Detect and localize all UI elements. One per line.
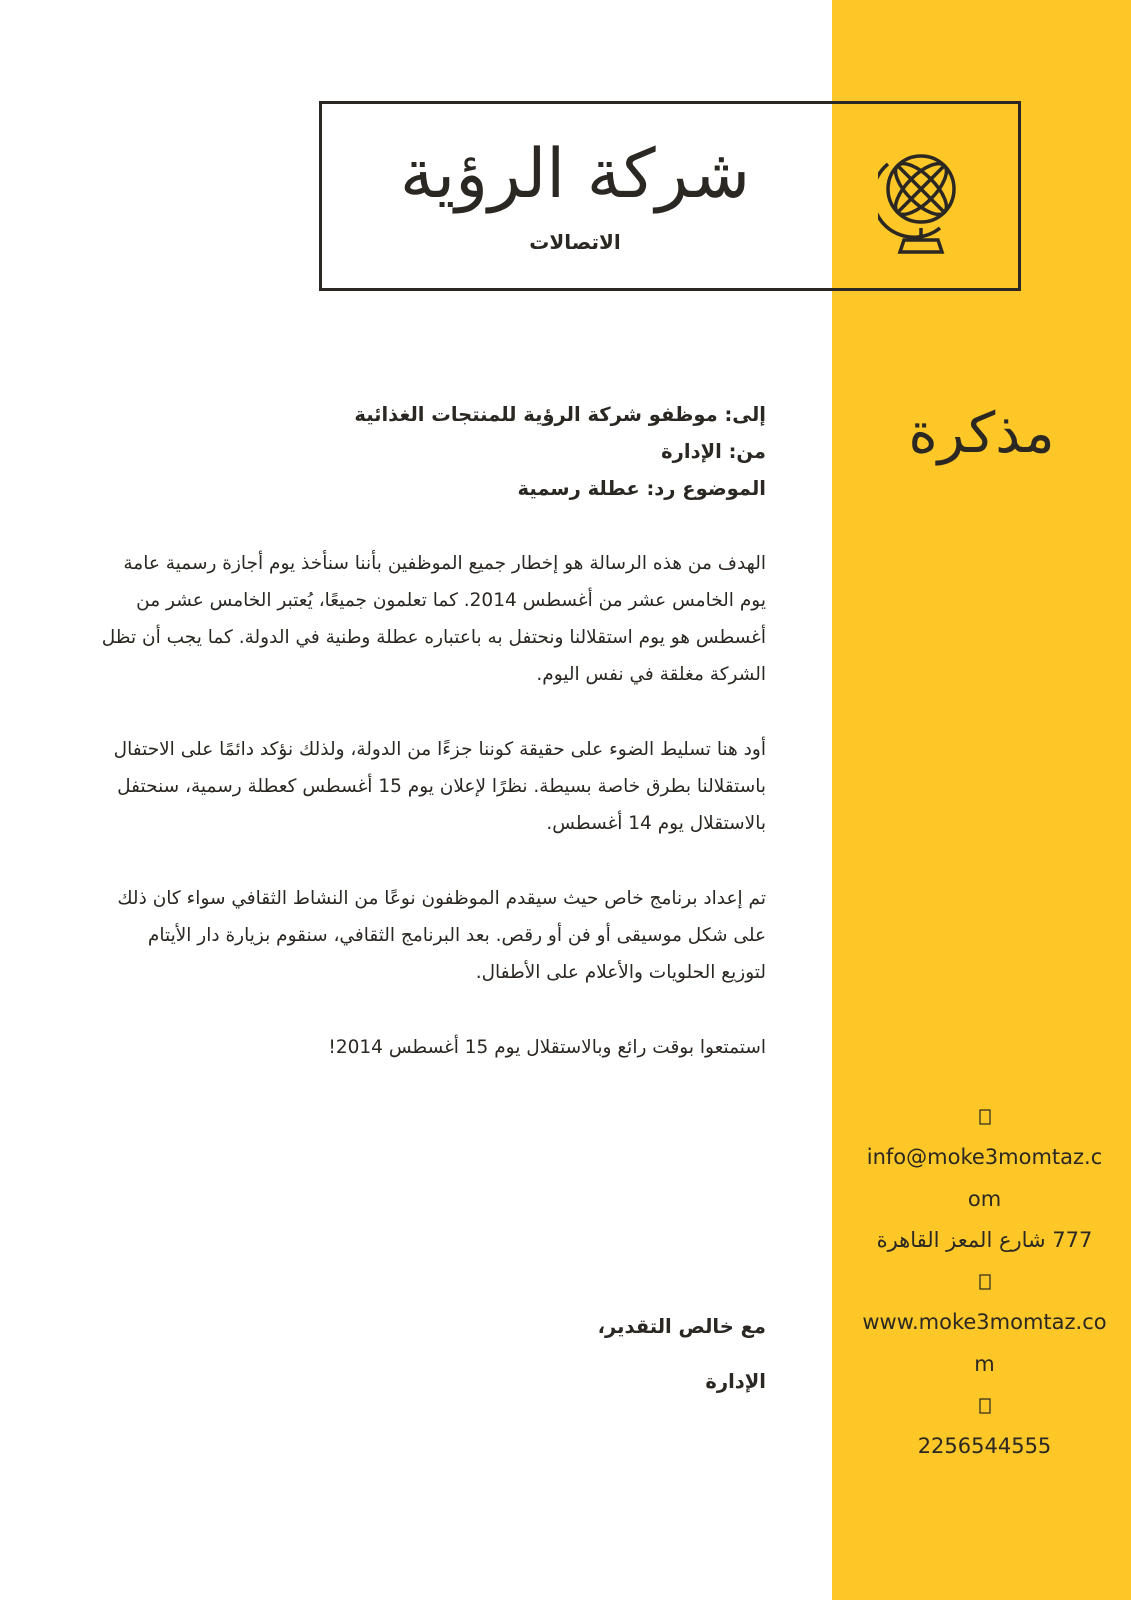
contact-address: 777 شارع المعز القاهرة xyxy=(876,1227,1093,1252)
contact-website[interactable]: www.moke3momtaz.com xyxy=(862,1310,1107,1376)
phone-icon xyxy=(862,1385,1107,1426)
signature: الإدارة xyxy=(705,1370,766,1393)
company-subtitle: الاتصالات xyxy=(529,230,621,254)
company-name: شركة الرؤية xyxy=(399,135,751,214)
memo-header xyxy=(340,396,766,507)
memo-closing xyxy=(340,1315,766,1425)
contact-info xyxy=(862,1096,1107,1468)
memo-subject: الموضوع رد: عطلة رسمية xyxy=(517,477,766,500)
memo-paragraph-2: أود هنا تسليط الضوء على حقيقة كوننا جزءًا من الدولة، ولذلك نؤكد دائمًا على الاحتفال باستقلالنا بطرق خاصة بسيطة. نظرًا لإعلان يوم 15 أغسطس كعطلة رسمية، سنحتفل بالاستقلال يوم 14 أغسطس. xyxy=(113,739,766,834)
contact-email[interactable]: info@moke3momtaz.com xyxy=(866,1145,1103,1211)
memo-body xyxy=(100,545,766,1104)
memo-from: من: الإدارة xyxy=(661,440,766,463)
memo-title: مذكرة xyxy=(908,401,1055,466)
closing-line: مع خالص التقدير، xyxy=(597,1315,766,1338)
globe-icon xyxy=(878,142,964,254)
memo-paragraph-3: تم إعداد برنامج خاص حيث سيقدم الموظفون نوعًا من النشاط الثقافي سواء كان ذلك على شكل موسيقى أو فن أو رقص. بعد البرنامج الثقافي، سنقوم بزيارة دار الأيتام لتوزيع الحلويات والأعلام على الأطفال. xyxy=(117,888,766,983)
memo-paragraph-1: الهدف من هذه الرسالة هو إخطار جميع الموظفين بأننا سنأخذ يوم أجازة رسمية عامة يوم الخامس عشر من أغسطس 2014. كما تعلمون جميعًا، يُعتبر الخامس عشر من أغسطس هو يوم استقلالنا ونحتفل به باعتباره عطلة وطنية في الدولة. كما يجب أن تظل الشركة مغلقة في نفس اليوم. xyxy=(101,553,766,685)
website-icon xyxy=(862,1261,1107,1302)
email-icon xyxy=(862,1096,1107,1137)
contact-phone[interactable]: 2256544555 xyxy=(917,1434,1052,1459)
memo-paragraph-4: استمتعوا بوقت رائع وبالاستقلال يوم 15 أغسطس 2014! xyxy=(328,1037,766,1058)
memo-to: إلى: موظفو شركة الرؤية للمنتجات الغذائية xyxy=(354,403,766,426)
